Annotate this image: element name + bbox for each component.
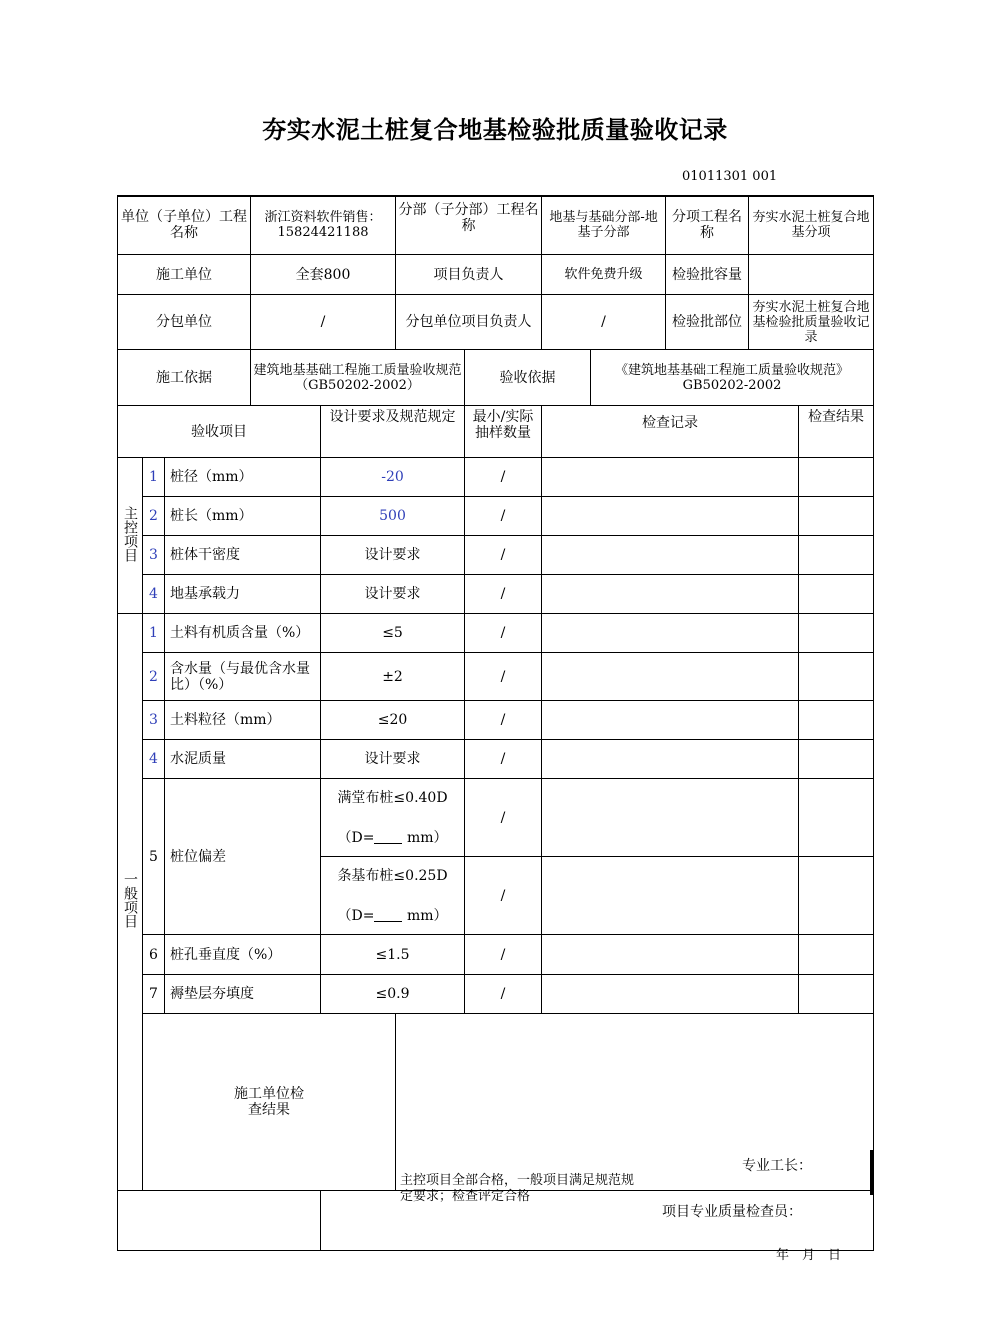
record-cell[interactable] xyxy=(542,740,799,779)
item-no: 3 xyxy=(143,536,165,575)
record-cell[interactable] xyxy=(542,536,799,575)
table-row xyxy=(118,975,874,1014)
item-no: 2 xyxy=(143,653,165,701)
deviation-unit: mm） xyxy=(406,907,448,924)
result-cell[interactable] xyxy=(799,857,874,935)
result-cell[interactable] xyxy=(799,779,874,857)
sample-value[interactable]: / xyxy=(465,497,542,536)
form-table xyxy=(117,195,874,1263)
item-no: 4 xyxy=(143,740,165,779)
inspector-label: 项目专业质量检查员： xyxy=(662,1204,803,1220)
item-name: 水泥质量 xyxy=(165,740,321,779)
item-name: 土料粒径（mm） xyxy=(165,701,321,740)
unit-label: 单位（子单位）工程名称 xyxy=(118,196,251,255)
supervision-label xyxy=(118,1191,321,1251)
inspection-label: 施工单位检查结果 xyxy=(143,1014,396,1191)
result-cell[interactable] xyxy=(799,740,874,779)
col-design: 设计要求及规范规定 xyxy=(321,406,465,458)
table-row xyxy=(118,536,874,575)
subdivision-label: 分部（子分部）工程名称 xyxy=(396,196,542,255)
basis-value[interactable]: 建筑地基基础工程施工质量验收规范（GB50202-2002） xyxy=(251,350,465,406)
record-cell[interactable] xyxy=(542,935,799,975)
design-value[interactable]: ≤20 xyxy=(321,701,465,740)
design-value[interactable]: 设计要求 xyxy=(321,536,465,575)
main-group-label: 主控项目 xyxy=(118,458,143,614)
table-row xyxy=(118,935,874,975)
capacity-value[interactable] xyxy=(749,255,874,295)
result-cell[interactable] xyxy=(799,536,874,575)
item-name: 土料有机质含量（%） xyxy=(165,614,321,653)
record-cell[interactable] xyxy=(542,975,799,1014)
sample-value[interactable]: / xyxy=(465,975,542,1014)
design-value[interactable]: -20 xyxy=(321,458,465,497)
deviation-strip-design[interactable] xyxy=(321,857,465,935)
date-label: 年 月 日 xyxy=(776,1248,842,1263)
sample-value[interactable]: / xyxy=(465,701,542,740)
sub-pm-label: 分包单位项目负责人 xyxy=(396,295,542,350)
subcontractor-value[interactable]: / xyxy=(251,295,396,350)
capacity-label: 检验批容量 xyxy=(666,255,749,295)
sample-value[interactable]: / xyxy=(465,779,542,857)
subcontractor-label: 分包单位 xyxy=(118,295,251,350)
inspection-text: 主控项目全部合格，一般项目满足规范规定要求；检查评定合格 xyxy=(400,1173,635,1204)
item-no: 1 xyxy=(143,614,165,653)
record-cell[interactable] xyxy=(542,458,799,497)
sample-value[interactable]: / xyxy=(465,857,542,935)
item-name: 桩位偏差 xyxy=(165,779,321,935)
inspection-form xyxy=(117,195,873,1263)
table-row xyxy=(118,497,874,536)
record-cell[interactable] xyxy=(542,701,799,740)
record-cell[interactable] xyxy=(542,857,799,935)
result-cell[interactable] xyxy=(799,458,874,497)
location-label: 检验批部位 xyxy=(666,295,749,350)
pm-value[interactable]: 软件免费升级 xyxy=(542,255,666,295)
item-no: 1 xyxy=(143,458,165,497)
table-row xyxy=(118,458,874,497)
sample-value[interactable]: / xyxy=(465,458,542,497)
sample-value[interactable]: / xyxy=(465,740,542,779)
sample-value[interactable]: / xyxy=(465,653,542,701)
sample-value[interactable]: / xyxy=(465,935,542,975)
border-mark xyxy=(870,1150,873,1195)
page-title: 夯实水泥土桩复合地基检验批质量验收记录 xyxy=(262,116,728,144)
table-row xyxy=(118,575,874,614)
design-value[interactable]: ±2 xyxy=(321,653,465,701)
col-record: 检查记录 xyxy=(542,406,799,458)
subitem-value[interactable]: 夯实水泥土桩复合地基分项 xyxy=(749,196,874,255)
table-row xyxy=(118,653,874,701)
foreman-label: 专业工长： xyxy=(742,1158,813,1174)
deviation-full-design[interactable] xyxy=(321,779,465,857)
item-no: 2 xyxy=(143,497,165,536)
result-cell[interactable] xyxy=(799,497,874,536)
subitem-label: 分项工程名称 xyxy=(666,196,749,255)
deviation-unit: mm） xyxy=(406,829,448,846)
sample-value[interactable]: / xyxy=(465,536,542,575)
sample-value[interactable]: / xyxy=(465,614,542,653)
design-value[interactable]: ≤1.5 xyxy=(321,935,465,975)
design-value[interactable]: ≤5 xyxy=(321,614,465,653)
record-cell[interactable] xyxy=(542,614,799,653)
table-row xyxy=(118,740,874,779)
item-name: 地基承载力 xyxy=(165,575,321,614)
contractor-value[interactable]: 全套800 xyxy=(251,255,396,295)
pm-label: 项目负责人 xyxy=(396,255,542,295)
deviation-d-label: （D= xyxy=(337,829,375,846)
record-cell[interactable] xyxy=(542,653,799,701)
result-cell[interactable] xyxy=(799,935,874,975)
unit-value[interactable]: 浙江资料软件销售：15824421188 xyxy=(251,196,396,255)
item-name: 桩体干密度 xyxy=(165,536,321,575)
record-cell[interactable] xyxy=(542,575,799,614)
table-row xyxy=(118,614,874,653)
general-group-label: 一般项目 xyxy=(118,614,143,1191)
basis-label: 施工依据 xyxy=(118,350,251,406)
item-no: 5 xyxy=(143,779,165,935)
item-no: 6 xyxy=(143,935,165,975)
table-row xyxy=(118,701,874,740)
table-row xyxy=(118,779,874,857)
record-cell[interactable] xyxy=(542,497,799,536)
result-cell[interactable] xyxy=(799,975,874,1014)
item-no: 7 xyxy=(143,975,165,1014)
item-name: 桩长（mm） xyxy=(165,497,321,536)
col-result: 检查结果 xyxy=(799,406,874,458)
contractor-label: 施工单位 xyxy=(118,255,251,295)
sample-value[interactable]: / xyxy=(465,575,542,614)
item-name: 桩孔垂直度（%） xyxy=(165,935,321,975)
item-name: 含水量（与最优含水量比）（%） xyxy=(165,653,321,701)
result-cell[interactable] xyxy=(799,653,874,701)
item-name: 桩径（mm） xyxy=(165,458,321,497)
deviation-full-rule: 满堂布桩≤0.40D xyxy=(337,789,448,806)
result-cell[interactable] xyxy=(799,575,874,614)
deviation-d-blank[interactable] xyxy=(374,909,402,922)
location-value[interactable]: 夯实水泥土桩复合地基检验批质量验收记录 xyxy=(749,295,874,350)
result-cell[interactable] xyxy=(799,614,874,653)
acceptance-basis-value[interactable]: 《建筑地基基础工程施工质量验收规范》GB50202-2002 xyxy=(591,350,874,406)
design-value[interactable]: 设计要求 xyxy=(321,575,465,614)
item-name: 褥垫层夯填度 xyxy=(165,975,321,1014)
design-value[interactable]: 设计要求 xyxy=(321,740,465,779)
sub-pm-value[interactable]: / xyxy=(542,295,666,350)
item-no: 4 xyxy=(143,575,165,614)
deviation-d-label: （D= xyxy=(337,907,375,924)
subdivision-value[interactable]: 地基与基础分部-地基子分部 xyxy=(542,196,666,255)
table-top-border xyxy=(117,195,873,197)
item-no: 3 xyxy=(143,701,165,740)
result-cell[interactable] xyxy=(799,701,874,740)
form-code: 01011301 001 xyxy=(682,169,778,184)
deviation-strip-rule: 条基布桩≤0.25D xyxy=(337,867,448,884)
acceptance-basis-label: 验收依据 xyxy=(465,350,591,406)
col-sample: 最小/实际抽样数量 xyxy=(465,406,542,458)
record-cell[interactable] xyxy=(542,779,799,857)
inspection-result[interactable] xyxy=(396,1014,874,1263)
design-value[interactable]: ≤0.9 xyxy=(321,975,465,1014)
design-value[interactable]: 500 xyxy=(321,497,465,536)
deviation-d-blank[interactable] xyxy=(374,831,402,844)
col-item: 验收项目 xyxy=(118,406,321,458)
